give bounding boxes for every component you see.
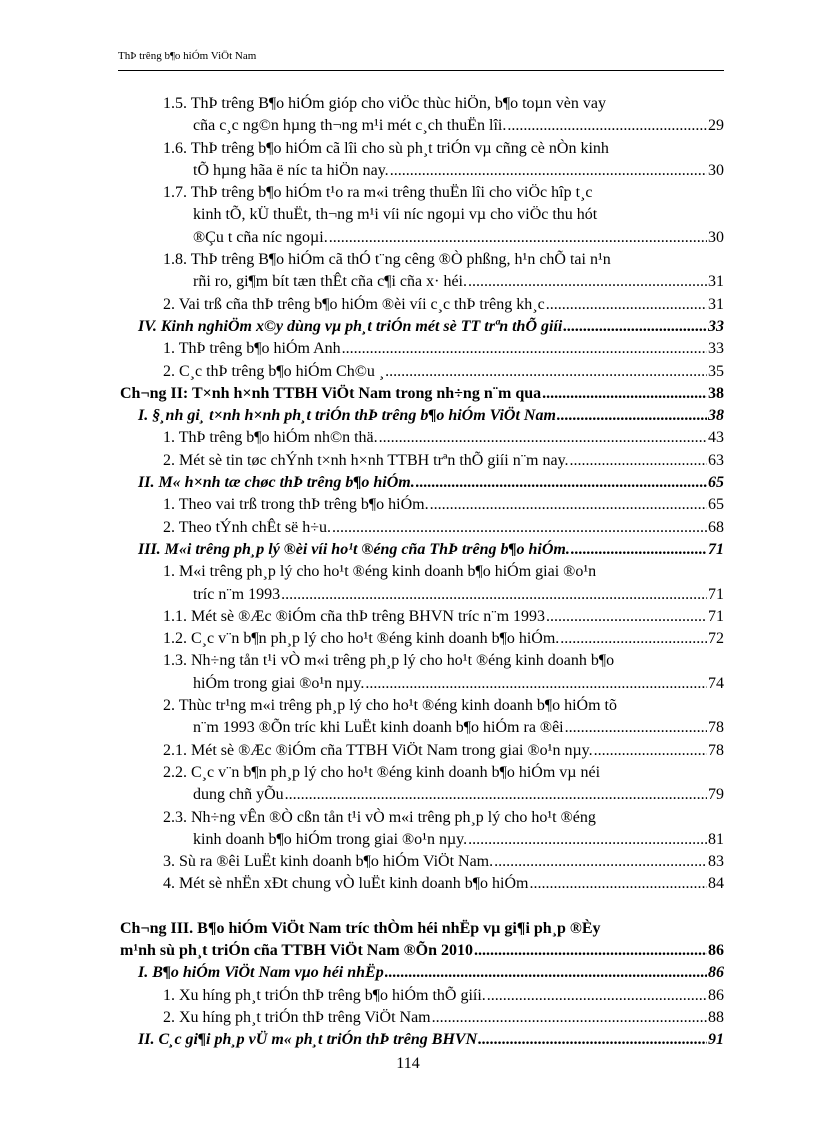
running-header: ThÞ trêng b¶o hiÓm ViÖt Nam <box>118 50 257 62</box>
toc-entry-line: 2.3. Nh÷ng vÊn ®Ò cßn tån t¹i vÒ m«i trêng ph¸p lý cho ho¹t ®éng <box>163 808 596 826</box>
toc-entry <box>118 1007 724 1029</box>
toc-page-number: 84 <box>708 875 724 893</box>
toc-entry-line: 2. Thùc tr¹ng m«i trêng ph¸p lý cho ho¹t ®éng kinh doanh b¶o hiÓm tõ <box>163 697 617 715</box>
toc-entry <box>118 472 724 494</box>
page-number: 114 <box>396 1055 420 1072</box>
toc-entry <box>118 517 724 539</box>
toc-entry <box>118 249 724 294</box>
dot-leader <box>468 829 707 851</box>
dot-leader <box>342 338 707 360</box>
toc-page-number: 71 <box>708 607 724 625</box>
toc-entry <box>118 962 724 984</box>
toc-entry <box>118 985 724 1007</box>
dot-leader <box>571 539 707 561</box>
toc-page-number: 78 <box>708 741 724 759</box>
dot-leader <box>546 294 707 316</box>
toc-entry-line: kinh tÕ, kÜ thuËt, th¬ng m¹i víi níc ngoµi vµ cho viÖc thu hót <box>193 206 598 224</box>
dot-leader <box>385 361 707 383</box>
toc-entry <box>118 383 724 405</box>
toc-page-number: 35 <box>708 362 724 380</box>
toc-entry-title: 1. Theo vai trß trong thÞ trêng b¶o hiÓm. <box>163 496 429 514</box>
toc-entry-line: 1.5. ThÞ trêng B¶o hiÓm gióp cho viÖc thùc hiÖn, b¶o toµn vèn vay <box>163 95 606 112</box>
toc-entry-title: II. M« h×nh tæ chøc thÞ trêng b¶o hiÓm. <box>138 474 415 492</box>
dot-leader <box>507 115 707 137</box>
toc-page-number: 38 <box>708 407 724 425</box>
toc-entry <box>118 1029 724 1051</box>
toc-entry <box>118 539 724 561</box>
toc-entry-title: n¨m 1993 ®Õn tríc khi LuËt kinh doanh b¶o hiÓm ra ®êi <box>193 719 564 737</box>
dot-leader <box>365 673 707 695</box>
toc-page-number: 65 <box>708 474 724 492</box>
toc-entry-title: tÕ hµng hãa ë níc ta hiÖn nay. <box>193 161 389 179</box>
toc-page-number: 30 <box>708 228 724 246</box>
toc-entry-title: I. §¸nh gi¸ t×nh h×nh ph¸t triÓn thÞ trêng b¶o hiÓm ViÖt Nam <box>138 407 556 425</box>
toc-entry-title: dung chñ yÕu <box>193 786 284 804</box>
dot-leader <box>329 227 707 249</box>
toc-entry-line: 1.3. Nh÷ng tån t¹i vÒ m«i trêng ph¸p lý cho ho¹t ®éng kinh doanh b¶o <box>163 652 615 670</box>
toc-entry-title: 1. ThÞ trêng b¶o hiÓm Anh <box>163 340 341 358</box>
toc-entry <box>118 138 724 183</box>
toc-entry-title: 1. Xu híng ph¸t triÓn thÞ trêng b¶o hiÓm thÕ giíi. <box>163 986 486 1004</box>
dot-leader <box>285 784 707 806</box>
toc-entry <box>118 807 724 852</box>
toc-entry <box>118 650 724 695</box>
toc-entry-line: 1.8. ThÞ trêng B¶o hiÓm cã thÓ t¨ng cêng ®Ò phßng, h¹n chÕ tai n¹n <box>163 251 611 269</box>
toc-entry <box>118 294 724 316</box>
toc-entry <box>118 873 724 895</box>
toc-entry <box>118 450 724 472</box>
toc-entry-title: 1.2. C¸c v¨n b¶n ph¸p lý cho ho¹t ®éng kinh doanh b¶o hiÓm. <box>163 630 560 648</box>
toc-entry <box>118 851 724 873</box>
table-of-contents <box>118 93 724 1051</box>
toc-entry <box>118 182 724 249</box>
toc-entry-title: 2. Xu híng ph¸t triÓn thÞ trêng ViÖt Nam <box>163 1008 431 1026</box>
toc-page-number: 71 <box>708 540 724 558</box>
toc-entry <box>118 361 724 383</box>
dot-leader <box>570 450 707 472</box>
dot-leader <box>594 740 707 762</box>
toc-entry-title: 1. ThÞ trêng b¶o hiÓm nh©n thä. <box>163 429 378 447</box>
toc-page-number: 86 <box>708 986 724 1004</box>
toc-page-number: 72 <box>708 630 724 648</box>
toc-page-number: 71 <box>708 585 724 603</box>
dot-leader <box>430 494 707 516</box>
toc-entry-title: I. B¶o hiÓm ViÖt Nam vµo héi nhËp <box>138 964 384 982</box>
toc-entry-title: Ch¬ng II: T×nh h×nh TTBH ViÖt Nam trong nh÷ng n¨m qua <box>120 384 542 402</box>
toc-entry-title: 4. Mét sè nhËn xÐt chung vÒ luËt kinh doanh b¶o hiÓm <box>163 875 529 893</box>
toc-entry <box>118 740 724 762</box>
header-rule <box>118 70 724 71</box>
toc-entry-line: Ch¬ng III. B¶o hiÓm ViÖt Nam tríc thÒm héi nhËp vµ gi¶i ph¸p ®Èy <box>120 919 601 937</box>
toc-entry <box>118 561 724 606</box>
toc-entry-title: ®Çu t cña níc ngoµi. <box>193 228 328 246</box>
toc-page-number: 38 <box>708 384 724 402</box>
dot-leader <box>390 160 707 182</box>
dot-leader <box>478 1029 707 1051</box>
toc-entry-title: 2.1. Mét sè ®Æc ®iÓm cña TTBH ViÖt Nam trong giai ®o¹n nµy. <box>163 741 593 759</box>
toc-entry <box>118 316 724 338</box>
dot-leader <box>474 940 707 962</box>
dot-leader <box>529 873 707 895</box>
dot-leader <box>557 405 707 427</box>
dot-leader <box>432 1007 707 1029</box>
toc-page-number: 31 <box>708 273 724 291</box>
dot-leader <box>385 962 707 984</box>
dot-leader <box>494 851 707 873</box>
toc-entry <box>118 93 724 138</box>
toc-entry-line: 1.6. ThÞ trêng b¶o hiÓm cã lîi cho sù ph¸t triÓn vµ cñng cè nÒn kinh <box>163 139 609 157</box>
toc-entry <box>118 628 724 650</box>
toc-page-number: 78 <box>708 719 724 737</box>
toc-page-number: 83 <box>708 853 724 871</box>
toc-page-number: 65 <box>708 496 724 514</box>
toc-entry <box>118 427 724 449</box>
toc-page-number: 30 <box>708 161 724 179</box>
toc-page-number: 68 <box>708 518 724 536</box>
toc-page-number: 79 <box>708 786 724 804</box>
dot-leader <box>565 717 707 739</box>
toc-page-number: 91 <box>708 1031 724 1049</box>
toc-entry-title: 2. Theo tÝnh chÊt së h÷u. <box>163 518 332 536</box>
dot-leader <box>281 584 707 606</box>
toc-entry-line: 1.7. ThÞ trêng b¶o hiÓm t¹o ra m«i trêng thuËn lîi cho viÖc hîp t¸c <box>163 184 593 202</box>
toc-page-number: 29 <box>708 117 724 135</box>
toc-page-number: 81 <box>708 830 724 848</box>
toc-page-number: 74 <box>708 674 724 692</box>
toc-page-number: 86 <box>708 964 724 982</box>
toc-page-number: 86 <box>708 941 724 959</box>
toc-entry <box>118 494 724 516</box>
toc-entry-title: 3. Sù ra ®êi LuËt kinh doanh b¶o hiÓm ViÖt Nam. <box>163 853 494 871</box>
dot-leader <box>416 472 707 494</box>
toc-entry-line: 2.2. C¸c v¨n b¶n ph¸p lý cho ho¹t ®éng kinh doanh b¶o hiÓm vµ néi <box>163 763 601 781</box>
toc-entry <box>118 918 724 963</box>
toc-page-number: 43 <box>708 429 724 447</box>
toc-page-number: 33 <box>708 340 724 358</box>
toc-entry-title: IV. Kinh nghiÖm x©y dùng vµ ph¸t triÓn mét sè TT trªn thÕ giíi <box>138 317 563 335</box>
dot-leader <box>542 383 707 405</box>
dot-leader <box>546 606 707 628</box>
toc-entry <box>118 762 724 807</box>
toc-entry <box>118 606 724 628</box>
toc-entry-title: cña c¸c ng©n hµng th¬ng m¹i mét c¸ch thuËn lîi. <box>193 117 507 135</box>
dot-leader <box>560 628 707 650</box>
toc-page-number: 63 <box>708 451 724 469</box>
toc-entry-title: hiÓm trong giai ®o¹n nµy. <box>193 674 365 692</box>
toc-page-number: 88 <box>708 1008 724 1026</box>
toc-entry-title: tríc n¨m 1993 <box>193 585 281 603</box>
toc-entry-title: 1.1. Mét sè ®Æc ®iÓm cña thÞ trêng BHVN tríc n¨m 1993 <box>163 607 546 625</box>
dot-leader <box>487 985 707 1007</box>
toc-entry-title: 2. Mét sè tin tøc chÝnh t×nh h×nh TTBH trªn thÕ giíi n¨m nay. <box>163 451 569 469</box>
toc-entry-title: II. C¸c gi¶i ph¸p vÜ m« ph¸t triÓn thÞ trêng BHVN <box>138 1031 478 1049</box>
toc-entry <box>118 405 724 427</box>
toc-entry-title: 2. C¸c thÞ trêng b¶o hiÓm Ch©u ¸ <box>163 362 385 380</box>
toc-page-number: 33 <box>708 317 724 335</box>
toc-entry-title: kinh doanh b¶o hiÓm trong giai ®o¹n nµy. <box>193 830 468 848</box>
toc-entry-title: III. M«i trêng ph¸p lý ®èi víi ho¹t ®éng cña ThÞ trêng b¶o hiÓm. <box>138 540 570 558</box>
dot-leader <box>332 517 707 539</box>
dot-leader <box>379 427 707 449</box>
toc-entry <box>118 338 724 360</box>
dot-leader <box>563 316 707 338</box>
toc-entry-title: 2. Vai trß cña thÞ trêng b¶o hiÓm ®èi víi c¸c thÞ trêng kh¸c <box>163 295 545 313</box>
toc-entry <box>118 695 724 740</box>
toc-page-number: 31 <box>708 295 724 313</box>
dot-leader <box>468 271 707 293</box>
toc-entry-title: rñi ro, gi¶m bít tæn thÊt cña c¶i cña x· héi. <box>193 273 467 291</box>
toc-entry-title: m¹nh sù ph¸t triÓn cña TTBH ViÖt Nam ®Õn 2010 <box>120 941 473 959</box>
toc-entry-line: 1. M«i trêng ph¸p lý cho ho¹t ®éng kinh doanh b¶o hiÓm giai ®o¹n <box>163 563 597 581</box>
